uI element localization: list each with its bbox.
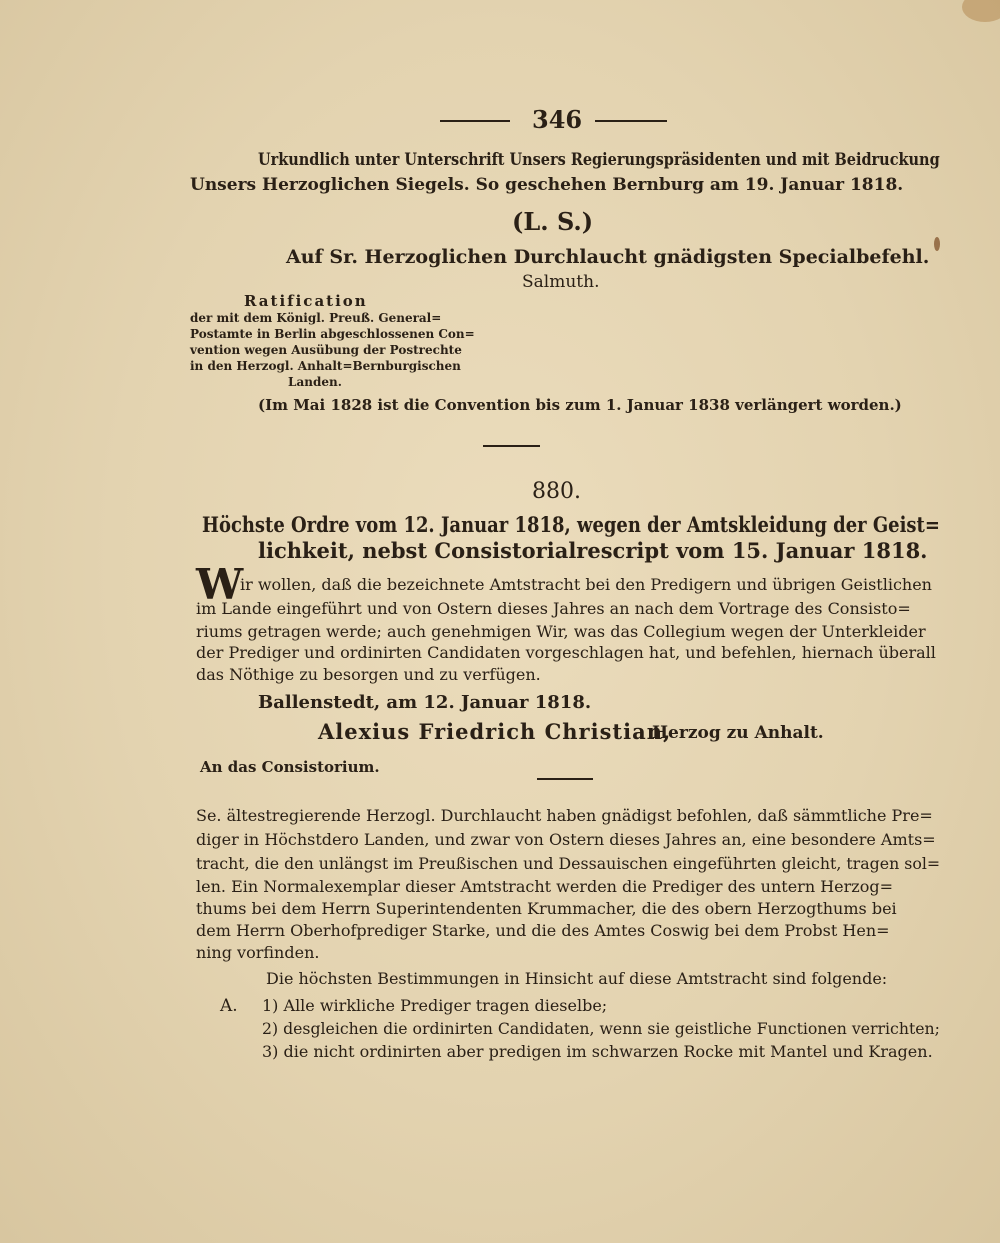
- para2-line: diger in Höchstdero Landen, und zwar von Ostern dieses Jahres an, eine besondere Amts=: [196, 830, 936, 849]
- sovereign-name: Alexius Friedrich Christian,: [318, 719, 672, 744]
- para3: Die höchsten Bestimmungen in Hinsicht auf diese Amtstracht sind folgende:: [266, 969, 888, 988]
- para1-line: im Lande eingeführt und von Ostern dieses Jahres an nach dem Vortrage des Consisto=: [196, 599, 911, 618]
- header-rule-right: [595, 120, 667, 122]
- margin-note-line: Postamte in Berlin abgeschlossenen Con=: [190, 327, 475, 341]
- section-title-line-1: Höchste Ordre vom 12. Januar 1818, wegen der Amtskleidung der Geist=: [202, 512, 940, 537]
- para2-line: thums bei dem Herrn Superintendenten Krummacher, die des obern Herzogthums bei: [196, 899, 897, 918]
- margin-note-line: in den Herzogl. Anhalt=Bernburgischen: [190, 359, 461, 373]
- corner-stain: [962, 0, 1000, 22]
- place-date: Ballenstedt, am 12. Januar 1818.: [258, 692, 592, 713]
- section-title-line-2: lichkeit, nebst Consistorialrescript vom 15. Januar 1818.: [258, 538, 928, 563]
- spot-stain: [934, 237, 940, 251]
- margin-note-title: Ratification: [244, 292, 368, 310]
- header-rule-left: [440, 120, 510, 122]
- section-divider: [483, 445, 540, 447]
- special-order: Auf Sr. Herzoglichen Durchlaucht gnädigsten Specialbefehl.: [286, 246, 930, 268]
- addressee: An das Consistorium.: [200, 758, 380, 776]
- list-item: 1) Alle wirkliche Prediger tragen dieselbe;: [262, 996, 608, 1015]
- para2-line: tracht, die den unlängst im Preußischen und Dessauischen eingeführten gleicht, tragen sol=: [196, 854, 941, 873]
- page-number: 346: [532, 105, 583, 134]
- list-item: 2) desgleichen die ordinirten Candidaten, wenn sie geistliche Functionen verrichten;: [262, 1019, 940, 1038]
- margin-note-line: vention wegen Ausübung der Postrechte: [190, 343, 462, 357]
- para2-line: dem Herrn Oberhofprediger Starke, und die des Amtes Coswig bei dem Probst Hen=: [196, 921, 890, 940]
- closing-line-1: Urkundlich unter Unterschrift Unsers Regierungspräsidenten und mit Beidruckung: [258, 150, 940, 170]
- convention-note: (Im Mai 1828 ist die Convention bis zum 1. Januar 1838 verlängert worden.): [258, 396, 902, 414]
- margin-note-line: Landen.: [288, 375, 342, 389]
- section-number: 880.: [532, 479, 581, 504]
- closing-line-2: Unsers Herzoglichen Siegels. So geschehen Bernburg am 19. Januar 1818.: [190, 175, 904, 195]
- margin-note-line: der mit dem Königl. Preuß. General=: [190, 311, 442, 325]
- para2-line: Se. ältestregierende Herzogl. Durchlaucht haben gnädigst befohlen, daß sämmtliche Pre=: [196, 806, 933, 825]
- signer: Salmuth.: [522, 272, 600, 292]
- para2-line: len. Ein Normalexemplar dieser Amtstracht werden die Prediger des untern Herzog=: [196, 877, 893, 896]
- para1-line: ir wollen, daß die bezeichnete Amtstracht bei den Predigern und übrigen Geistlichen: [240, 575, 932, 594]
- para1-line: riums getragen werde; auch genehmigen Wir, was das Collegium wegen der Unterkleider: [196, 622, 926, 641]
- list-item: 3) die nicht ordinirten aber predigen im schwarzen Rocke mit Mantel und Kragen.: [262, 1042, 933, 1061]
- list-letter: A.: [220, 996, 238, 1016]
- section-divider-2: [537, 778, 593, 780]
- para2-line: ning vorfinden.: [196, 943, 320, 962]
- para1-line: der Prediger und ordinirten Candidaten vorgeschlagen hat, und befehlen, hiernach überall: [196, 643, 936, 662]
- seal: (L. S.): [512, 207, 594, 236]
- drop-initial: W: [196, 560, 244, 609]
- para1-line: das Nöthige zu besorgen und zu verfügen.: [196, 665, 541, 684]
- sovereign-title: Herzog zu Anhalt.: [652, 723, 824, 743]
